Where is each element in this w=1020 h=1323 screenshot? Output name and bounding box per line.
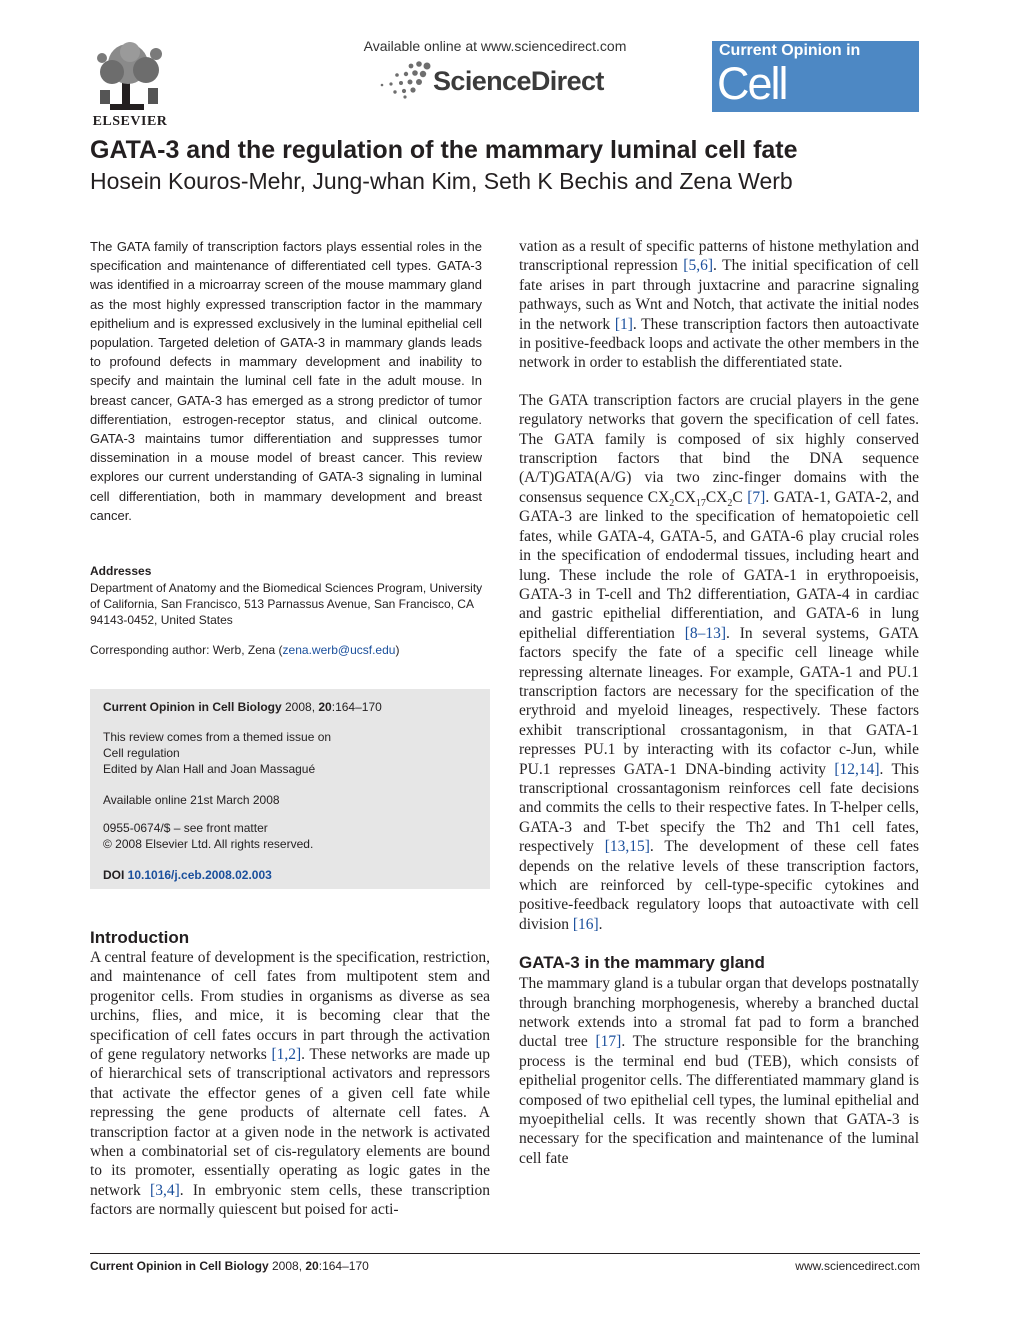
footer-divider <box>90 1253 920 1254</box>
elsevier-logo <box>90 40 170 130</box>
ref-link-7[interactable]: [7] <box>747 488 766 506</box>
ref-link-17[interactable]: [17] <box>595 1033 622 1051</box>
info-themed-line3: Edited by Alan Hall and Joan Massagué <box>103 762 316 776</box>
right-p2-text-a: The GATA transcription factors are crucial players in the gene regulatory networks that govern the specification of cell fates. The GATA family is composed of six highly conserved transcription factors that bind the DNA sequence (A/T)GATA(A/G) via two zinc-finger domains with the consensus sequence CX <box>519 391 919 506</box>
right-p3-text-a: The mammary gland is a tubular organ that develops postnatally through branching morphogenesis, whereby a branched ductal network extends into a stromal fat pad to form a branched ductal tree <box>519 975 919 1051</box>
info-pages: :164–170 <box>331 700 382 714</box>
ref-link-12-14[interactable]: [12,14] <box>834 760 880 778</box>
abstract: The GATA family of transcription factors plays essential roles in the specification and maintenance of differentiated cell types. GATA-3 was identified in a microarray screen of the mouse mammary gland as the most highly expressed transcription factor in the mammary epithelium and is expressed exclusively in the luminal epithelial cell population. Targeted deletion of GATA-3 in mammary glands leads to profound defects in mammary development and inability to specify and maintain the luminal cell fate in the adult mouse. In breast cancer, GATA-3 has emerged as a strong predictor of tumor differentiation, estrogen-receptor status, and clinical outcome. GATA-3 maintains tumor differentiation and suppresses tumor dissemination in a mouse model of breast cancer. This review explores our current understanding of GATA-3 signaling in luminal cell differentiation, both in mammary development and breast cancer. <box>90 239 482 523</box>
info-doi-label: DOI <box>103 868 128 882</box>
right-p2-text-f: . The development of these cell fates depends on the relative levels of these transcription factors, which are reinforced by cell-type-specific cytokines and positive-feedback regulatory loops that autoactivate with cell division <box>519 838 919 933</box>
journal-logo <box>712 41 919 161</box>
intro-text-c: . In embryonic stem cells, these transcription factors are normally quiescent but poised for acti- <box>90 1181 491 1219</box>
intro-text-b: . These networks are made up of hierarchical sets of transcriptional activators and repressors that activate the effector genes of a given cell fate while repressing the gene products of alternate cell fates. A transcription factor at a given node in the network is activated when a combinatorial set of cis-regulatory elements are bound to its promoter, essentially operating as logic gates in the network <box>90 1046 490 1199</box>
footer-journal: Current Opinion in Cell Biology <box>90 1259 269 1273</box>
info-citation <box>103 699 483 715</box>
info-themed-issue <box>103 729 483 777</box>
right-p2-text-e: . This transcriptional crossantagonism reinforces cell fate decisions and commits the cells to their respective fates. In T-helper cells, GATA-3 and T-bet specify the Th2 and Th1 cell fates, respectively <box>519 760 919 856</box>
introduction-heading: Introduction <box>90 928 190 947</box>
ref-link-5-6[interactable]: [5,6] <box>683 257 713 275</box>
right-paragraph-3 <box>519 974 919 1168</box>
right-paragraph-1 <box>519 237 919 373</box>
footer-url-link[interactable]: www.sciencedirect.com <box>795 1259 920 1273</box>
footer-citation <box>90 1259 369 1273</box>
ref-link-16[interactable]: [16] <box>572 915 599 933</box>
info-doi <box>103 867 483 883</box>
right-p1-text-c: . These transcription factors then autoactivate in positive-feedback loops and activate the other members in the network in order to establish the differentiated state. <box>519 315 919 372</box>
sciencedirect-logo[interactable] <box>375 58 615 102</box>
info-copyright: © 2008 Elsevier Ltd. All rights reserved. <box>103 837 314 851</box>
ref-link-3-4[interactable]: [3,4] <box>150 1181 180 1199</box>
corresponding-prefix: Corresponding author: Werb, Zena ( <box>90 643 283 657</box>
right-p2-text-d: . In several systems, GATA factors specify the fate of a specific cell lineage while repressing alternate lineages. For example, GATA-1 and PU.1 transcription factors are necessary for the specification of the erythroid and myeloid lineages, respectively. These factors exhibit transcriptional crossantagonism, in that GATA-1 represses PU.1 by interacting with its cofactor c-Jun, while PU.1 represses GATA-1 DNA-binding activity <box>519 624 920 778</box>
right-paragraph-2 <box>519 391 919 934</box>
right-p2-text-g: . <box>598 915 603 933</box>
info-themed-line1: This review comes from a themed issue on <box>103 730 332 744</box>
article-info-box <box>90 689 490 889</box>
journal-logo-line2: Cell Biology <box>717 58 851 161</box>
publisher-name: ELSEVIER <box>92 114 168 129</box>
ref-link-1[interactable]: [1] <box>614 315 633 333</box>
subscript-2b: 2 <box>727 497 733 509</box>
elsevier-tree-icon <box>92 40 168 112</box>
available-online-text[interactable]: Available online at www.sciencedirect.com <box>363 38 627 54</box>
footer-year: 2008, <box>268 1259 306 1273</box>
sciencedirect-dots-icon <box>375 60 431 100</box>
right-p3-text-b: . The structure responsible for the branching process is the terminal end bud (TEB), which consists of epithelial progenitor cells. The differentiated mammary gland is composed of two epithelial cell types, the luminal epithelial and myoepithelial cells. It was recently shown that GATA-3 is necessary for the specification and maintenance of the luminal cell fate <box>519 1033 919 1167</box>
right-p1-text-a: vation as a result of specific patterns of histone methylation and transcriptional repression <box>519 238 919 275</box>
right-p1-text-b: . The initial specification of cell fate arises in part through juxtacrine and paracrine signaling pathways, such as Wnt and Notch, that activate the initial nodes in the network <box>519 257 919 333</box>
ref-link-13-15[interactable]: [13,15] <box>604 838 650 856</box>
info-themed-line2: Cell regulation <box>103 746 180 760</box>
right-p2-text-b: . GATA-1, GATA-2, and GATA-3 are linked to the specification of hematopoietic cell fates, while GATA-4, GATA-5, and GATA-6 play crucial roles in the specification of endodermal tissues, including heart and lung. These include the role of GATA-1 in erythropoeisis, GATA-3 in T-cell and Th2 differentiation, GATA-4 in cardiac and gastric epithelial differentiation, and GATA-6 in lung epithelial differentiation <box>519 488 919 642</box>
addresses-heading: Addresses <box>90 564 152 578</box>
info-available-online: Available online 21st March 2008 <box>103 793 280 807</box>
right-p2-c: C <box>732 488 748 506</box>
ref-link-8-13[interactable]: [8–13] <box>684 624 727 642</box>
sciencedirect-wordmark: ScienceDirect <box>433 66 604 96</box>
corresponding-author <box>90 643 485 657</box>
info-journal: Current Opinion in Cell Biology <box>103 700 282 714</box>
section-heading-mammary-gland: GATA-3 in the mammary gland <box>519 953 765 973</box>
subscript-2: 2 <box>669 497 675 509</box>
info-issn <box>103 820 483 852</box>
info-year: 2008, <box>281 700 319 714</box>
intro-text-a: A central feature of development is the specification, restriction, and maintenance of cell fates from multipotent stem and progenitor cells. From studies in organisms as diverse as sea urchins, flies, and mice, it is becoming clear that the specification of cell fates occurs in part through the activation of gene regulatory networks <box>90 949 490 1064</box>
info-issn-line: 0955-0674/$ – see front matter <box>103 821 268 835</box>
article-authors: Hosein Kouros-Mehr, Jung-whan Kim, Seth K Bechis and Zena Werb <box>90 168 793 194</box>
corresponding-suffix: ) <box>395 643 400 657</box>
article-title: GATA-3 and the regulation of the mammary luminal cell fate <box>90 136 798 164</box>
corresponding-email-link[interactable]: zena.werb@ucsf.edu <box>282 643 396 657</box>
footer-volume: 20 <box>305 1259 319 1273</box>
ref-link-1-2[interactable]: [1,2] <box>271 1046 302 1064</box>
right-p2-cx: CX <box>674 488 696 506</box>
addresses-text: Department of Anatomy and the Biomedical Sciences Program, University of California, San Francisco, 513 Parnassus Avenue, San Francisco, CA 94143-0452, United States <box>90 581 483 627</box>
right-p2-cx2: CX <box>705 488 728 506</box>
journal-logo-line1: Current Opinion in <box>719 42 861 59</box>
introduction-paragraph <box>90 948 490 1220</box>
footer-pages: :164–170 <box>318 1259 369 1273</box>
info-volume: 20 <box>318 700 332 714</box>
info-doi-link[interactable]: 10.1016/j.ceb.2008.02.003 <box>127 868 272 882</box>
subscript-17: 17 <box>695 497 706 509</box>
right-column <box>519 237 919 1168</box>
